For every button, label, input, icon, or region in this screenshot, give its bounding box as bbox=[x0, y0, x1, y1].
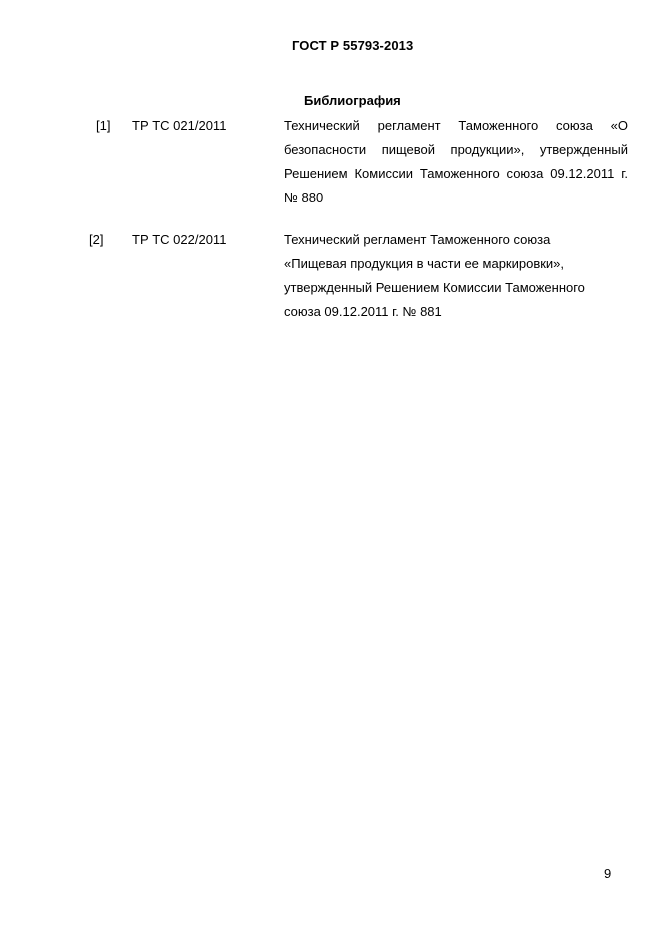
entry-number: [2] bbox=[89, 232, 104, 247]
document-header: ГОСТ Р 55793-2013 bbox=[292, 38, 414, 53]
page-number: 9 bbox=[604, 866, 612, 881]
entry-description bbox=[284, 228, 628, 324]
entry-code: ТР ТС 021/2011 bbox=[132, 118, 227, 133]
entry-number: [1] bbox=[96, 118, 111, 133]
entry-description-line: союза 09.12.2011 г. № 881 bbox=[284, 304, 442, 319]
entry-description-line: «Пищевая продукция в части ее маркировки», bbox=[284, 256, 565, 271]
bibliography-title: Библиография bbox=[304, 93, 401, 108]
entry-description-line: Технический регламент Таможенного союза bbox=[284, 232, 551, 247]
entry-description-line: утвержденный Решением Комиссии Таможенного bbox=[284, 280, 585, 295]
entry-description: Технический регламент Таможенного союза «О безопасности пищевой продукции», утвержденный Решением Комиссии Таможенного союза 09.12.2011 г. № 880 bbox=[284, 118, 628, 205]
entry-code: ТР ТС 022/2011 bbox=[132, 232, 227, 247]
